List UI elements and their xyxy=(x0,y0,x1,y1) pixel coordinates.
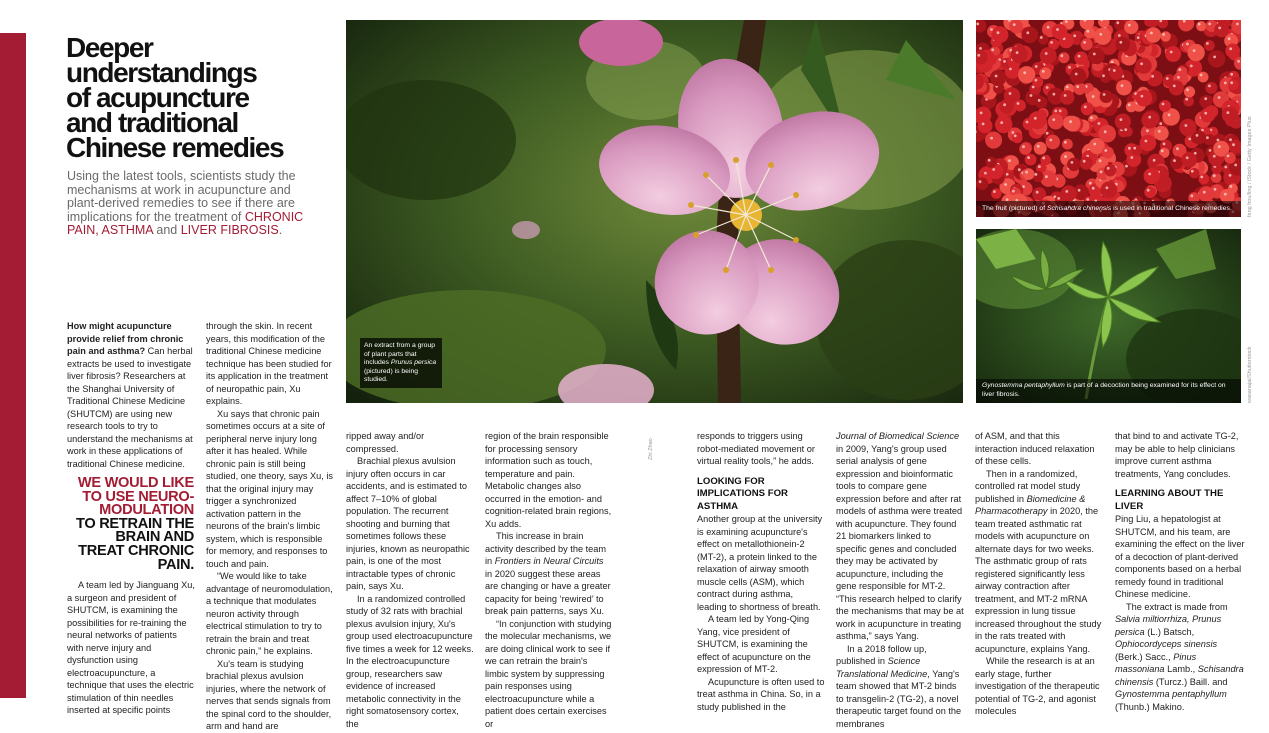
leaves-credit: wasanajai/Shutterstock xyxy=(1247,229,1253,403)
column-5: responds to triggers using robot-mediated movement or virtual reality tools,” he adds. LOOKING FOR IMPLICATIONS FOR ASTHMA Another group at the university is examining acupuncture's effect on metallothionein-2 (MT-2), a protein linked to the relaxation of airway smooth muscle cells (ASM), which contract during asthma, leading to shortness of breath. A team led by Yong-Qing Yang, vice president of SHUTCM, is examining the effect of acupuncture on the expression of MT-2. Acupuncture is often used to treat asthma in China. So, in a study published in the xyxy=(697,430,825,713)
standfirst: Using the latest tools, scientists study the mechanisms at work in acupuncture and plant-derived remedies to see if there are implications for the treatment of CHRONIC PAIN, ASTHMA and LIVER FIBROSIS. xyxy=(67,170,322,238)
column-1-continued: A team led by Jianguang Xu, a surgeon and president of SHUTCM, is examining the possibilities for re-training the neural networks of patients with nerve injury and dysfunction using electroacupuncture, a technique that uses the electric stimulation of thin needles inserted at specific points xyxy=(67,579,195,717)
headline-line: Chinese remedies xyxy=(66,135,346,160)
column-3: ripped away and/or compressed. Brachial plexus avulsion injury often occurs in car accidents, and is estimated to affect 7–10% of global population. The recurrent shooting and burning that sometimes follows these injuries, known as neuropathic pain, is one of the most intractable types of chronic pain, says Xu. In a randomized controlled study of 32 rats with brachial plexus avulsion injury, Xu's group used electroacupuncture five times a week for 12 weeks. In the electroacupuncture group, researchers saw evidence of increased metabolic connectivity in the right somatosensory cortex, the xyxy=(346,430,474,730)
highlight-liver-fibrosis: LIVER FIBROSIS xyxy=(181,223,279,237)
column-8: that bind to and activate TG-2, may be able to help clinicians improve current asthma treatments, Yang concludes. LEARNING ABOUT THE LIVER Ping Liu, a hepatologist at SHUTCM, and his team, are examining the effect on the liver of a decoction of plant-derived components based on a herbal remedy found in traditional Chinese medicine. The extract is made from Salvia miltiorrhiza, Prunus persica (L.) Batsch, Ophiocordyceps sinensis (Berk.) Sacc., Pinus massoniana Lamb., Schisandra chinensis (Turcz.) Baill. and Gynostemma pentaphyllum (Thunb.) Makino. xyxy=(1115,430,1245,713)
schisandra-berries-image xyxy=(976,20,1241,217)
berries-credit: feng hou/ling / iStock / Getty Images Plus xyxy=(1247,20,1253,217)
blossom-credit: Zhi Zhao xyxy=(648,430,654,460)
headline-line: of acupuncture xyxy=(66,85,346,110)
gynostemma-leaves-image xyxy=(976,229,1241,403)
headline-line: Deeper xyxy=(66,35,346,60)
column-2: through the skin. In recent years, this modification of the traditional Chinese medicine technique has been studied for its application in the treatment of neuropathic pain, Xu explains. Xu says that chronic pain sometimes occurs at a site of peripheral nerve injury long after it has healed. While chronic pain is still being studied, one theory, says Xu, is that the original injury may trigger a synchronized activation pattern in the neurons of the brain's limbic system, which is responsible for memory, and responses to touch and pain. “We would like to take advantage of neuromodulation, a technique that modulates neuron activity through electrical stimulation to try to retrain the brain and treat chronic pain,” he explains. Xu's team is studying brachial plexus avulsion injuries, where the network of nerves that sends signals from the spinal cord to the shoulder, arm and hand are xyxy=(206,320,334,733)
berries-caption: The fruit (pictured) of Schisandra chinensis is used in traditional Chinese remedies. xyxy=(976,201,1241,217)
leaves-caption: Gynostemma pentaphyllum is part of a decoction being examined for its effect on liver fibrosis. xyxy=(976,379,1241,403)
blossom-caption: An extract from a group of plant parts that includes Prunus persica (pictured) is being studied. xyxy=(364,342,438,385)
leaves-photo xyxy=(976,229,1241,403)
intro-paragraph: How might acupuncture provide relief from chronic pain and asthma? Can herbal extracts be used to investigate liver fibrosis? Researchers at the Shanghai University of Traditional Chinese Medicine (SHUTCM) are using new research tools to try to understand the mechanisms at work in these applications of traditional Chinese medicine. xyxy=(67,320,195,470)
column-6: Journal of Biomedical Science in 2009, Yang's group used serial analysis of gene expression and bioinformatic tools to compare gene expression before and after rat models of asthma were treated with acupuncture. They found 21 biomarkers linked to specific genes and concluded they may be activated by acupuncture, including the gene responsible for MT-2. “This research helped to clarify the mechanisms that may be at work in acupuncture in treating asthma,” says Yang. In a 2018 follow up, published in Science Translational Medicine, Yang's team showed that MT-2 binds to transgelin-2 (TG-2), a novel therapeutic target found on the membranes xyxy=(836,430,964,730)
column-1 xyxy=(67,320,195,470)
accent-bar xyxy=(0,33,26,698)
headline-line: understandings xyxy=(66,60,346,85)
section-heading-liver: LEARNING ABOUT THE LIVER xyxy=(1115,488,1245,513)
column-7: of ASM, and that this interaction induced relaxation of these cells. Then in a randomized, controlled rat model study published in Biomedicine & Pharmacotherapy in 2020, the team treated asthmatic rat models with acupuncture on alternate days for two weeks. The asthmatic group of rats registered significantly less airway contraction after treatment, and MT-2 mRNA expression in lung tissue increased throughout the study in the rats treated with acupuncture, explains Yang. While the research is at an early stage, further investigation of the therapeutic potential of TG-2, and agonist molecules xyxy=(975,430,1103,718)
blossom-photo xyxy=(346,20,963,403)
highlight-chronic-pain-asthma: CHRONIC PAIN, ASTHMA xyxy=(67,210,303,238)
section-heading-asthma: LOOKING FOR IMPLICATIONS FOR ASTHMA xyxy=(697,476,825,514)
blossom-caption-box xyxy=(360,338,442,388)
berries-photo xyxy=(976,20,1241,217)
headline-line: and traditional xyxy=(66,110,346,135)
headline xyxy=(66,35,346,160)
pull-quote: WE WOULD LIKE TO USE NEURO-MODULATION TO RETRAIN THE BRAIN AND TREAT CHRONIC PAIN. xyxy=(74,477,194,572)
column-4: region of the brain responsible for processing sensory information such as touch, temperature and pain. Metabolic changes also occurred in the emotion- and cognition-related brain regions, Xu adds. This increase in brain activity described by the team in Frontiers in Neural Circuits in 2020 suggest these areas are changing or have a greater capacity for being ‘rewired’ to break pain patterns, says Xu. “In conjunction with studying the molecular mechanisms, we are doing clinical work to see if we can retrain the brain's limbic system by suppressing pain responses using electroacupuncture while a patient does certain exercises or xyxy=(485,430,613,730)
